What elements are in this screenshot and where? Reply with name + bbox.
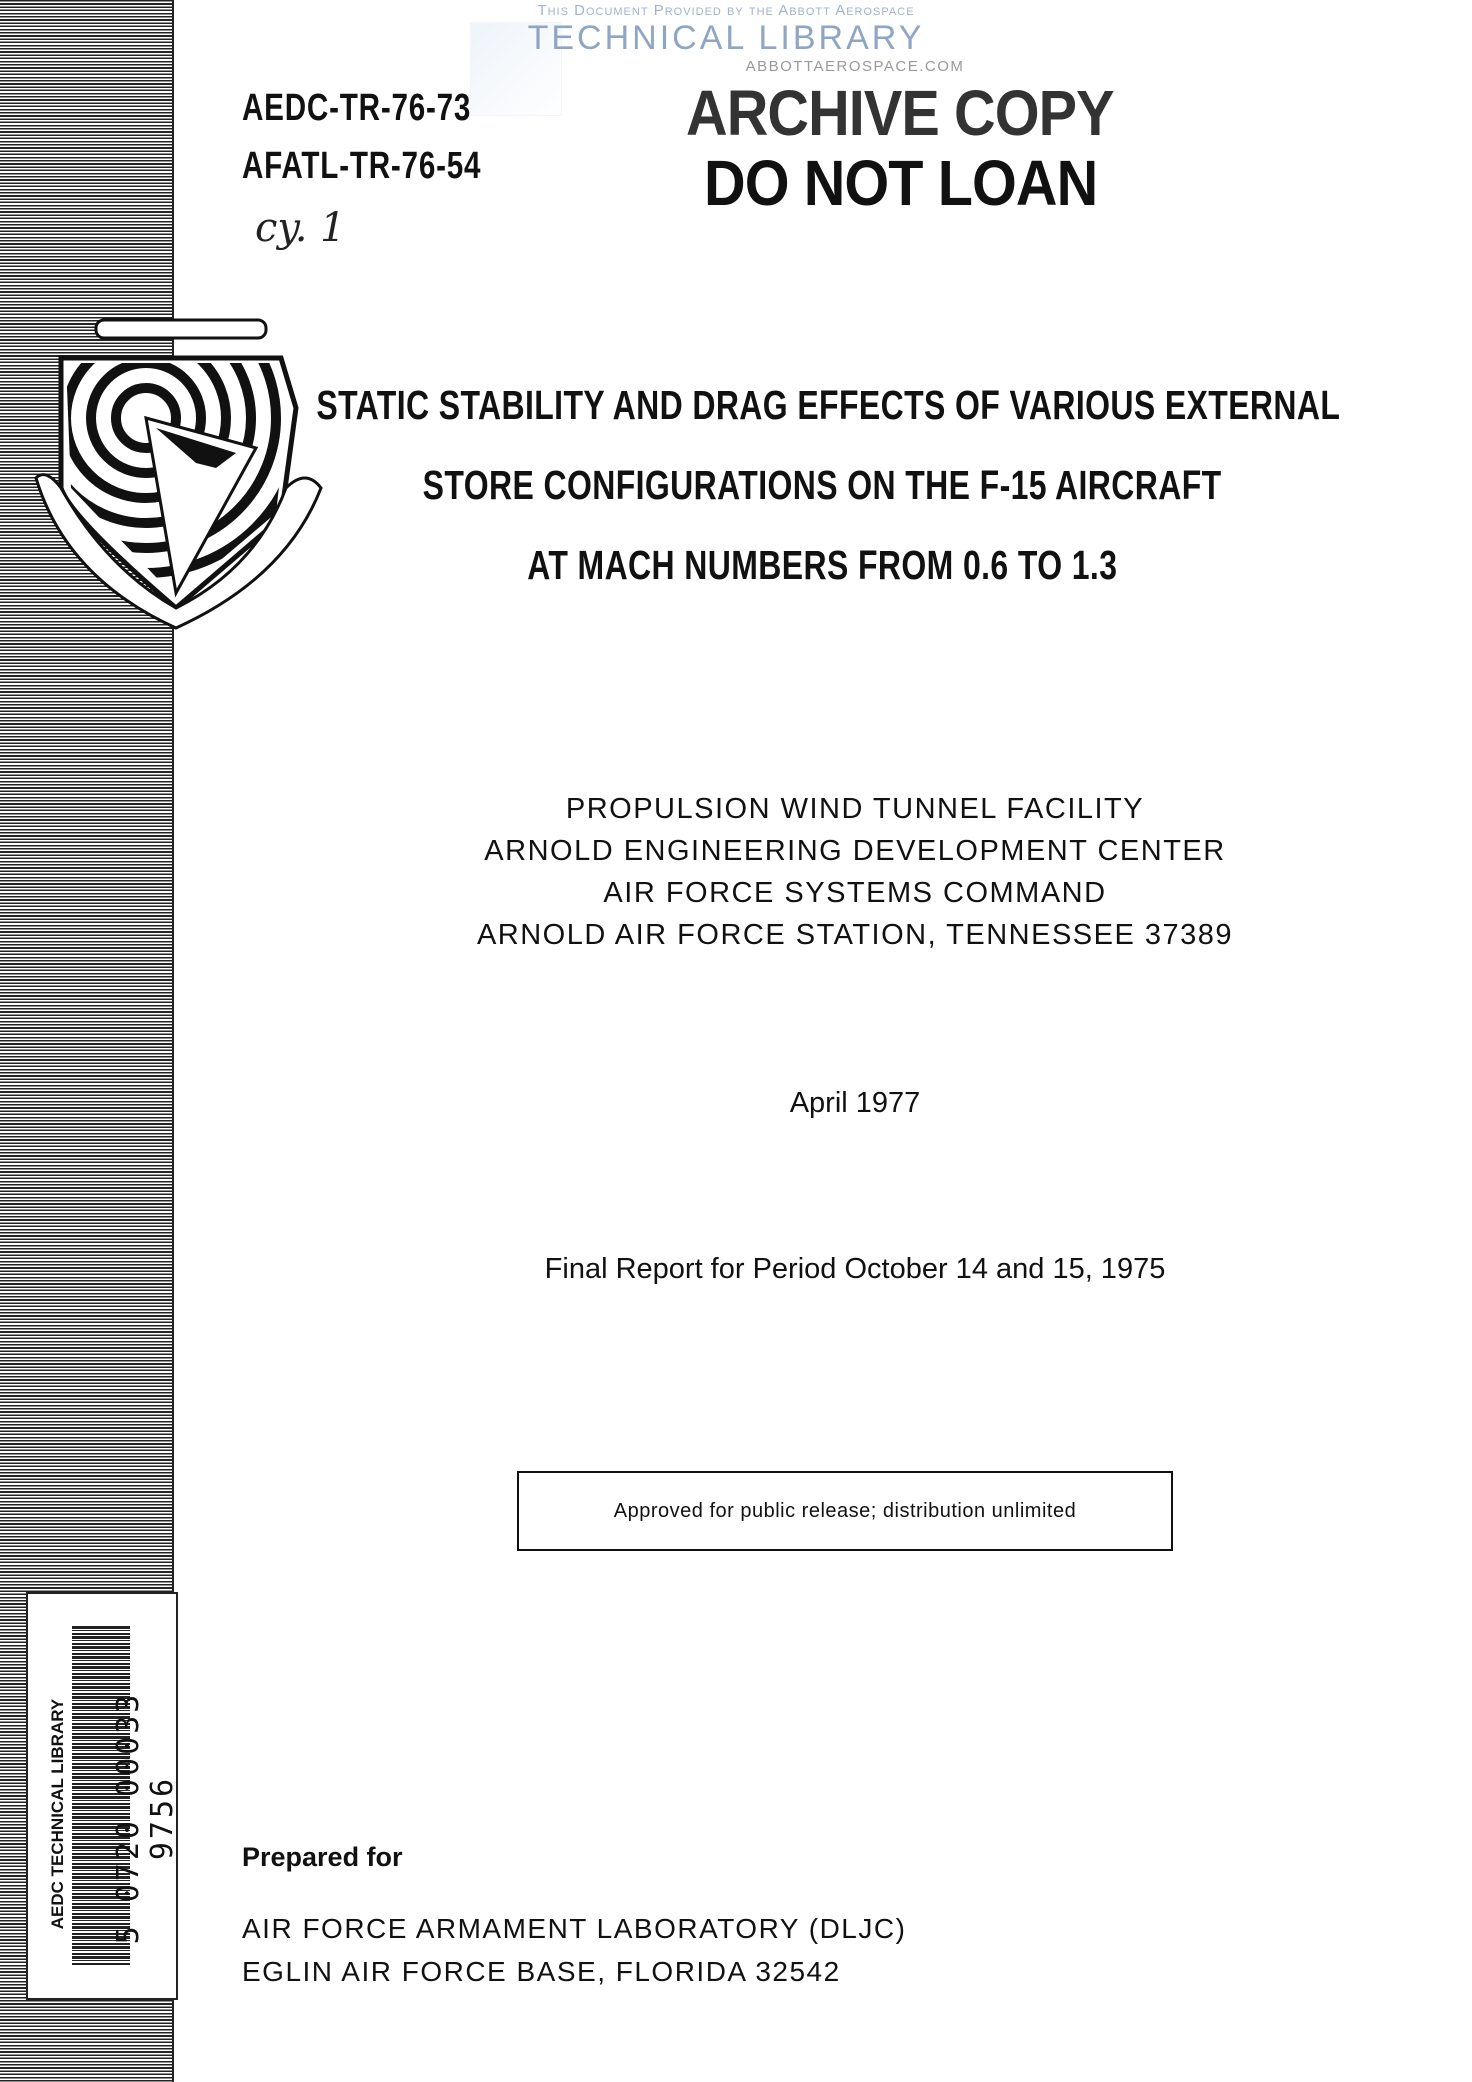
facility-block [300,788,1410,956]
report-number-afatl: AFATL-TR-76-54 [242,145,482,187]
title-line-2: STORE CONFIGURATIONS ON THE F-15 AIRCRAFT [422,462,1222,508]
stamp-archive-copy: ARCHIVE COPY [686,77,1114,149]
facility-line: ARNOLD ENGINEERING DEVELOPMENT CENTER [484,835,1226,867]
title-line-1: STATIC STABILITY AND DRAG EFFECTS OF VARIOUS EXTERNAL [316,382,1341,428]
facility-line: PROPULSION WIND TUNNEL FACILITY [565,793,1145,825]
distribution-text: Approved for public release; distribution unlimited [613,1499,1077,1522]
distribution-statement [517,1471,1173,1551]
report-number-aedc: AEDC-TR-76-73 [242,87,472,129]
facility-line: ARNOLD AIR FORCE STATION, TENNESSEE 37389 [476,919,1234,951]
handwritten-copy-note: cy. 1 [255,205,346,251]
barcode-library-name: AEDC TECHNICAL LIBRARY [48,1698,67,1930]
publication-date: April 1977 [789,1087,921,1119]
prepared-for-address: EGLIN AIR FORCE BASE, FLORIDA 32542 [242,1956,841,1987]
watermark-url: ABBOTTAEROSPACE.COM [745,58,965,75]
watermark-title: TECHNICAL LIBRARY [527,19,925,57]
prepared-for-org: AIR FORCE ARMAMENT LABORATORY (DLJC) [242,1913,907,1944]
stamp-do-not-loan: DO NOT LOAN [704,147,1098,219]
prepared-for-label: Prepared for [242,1842,403,1872]
barcode-number: 5 0720 00033 9756 [111,1691,180,1945]
watermark-line1: This Document Provided by the Abbott Aerospace [537,2,915,19]
title-line-3: AT MACH NUMBERS FROM 0.6 TO 1.3 [526,542,1118,588]
library-barcode-label [26,1592,178,2000]
facility-line: AIR FORCE SYSTEMS COMMAND [603,877,1107,909]
report-period: Final Report for Period October 14 and 15, 1975 [544,1253,1166,1285]
